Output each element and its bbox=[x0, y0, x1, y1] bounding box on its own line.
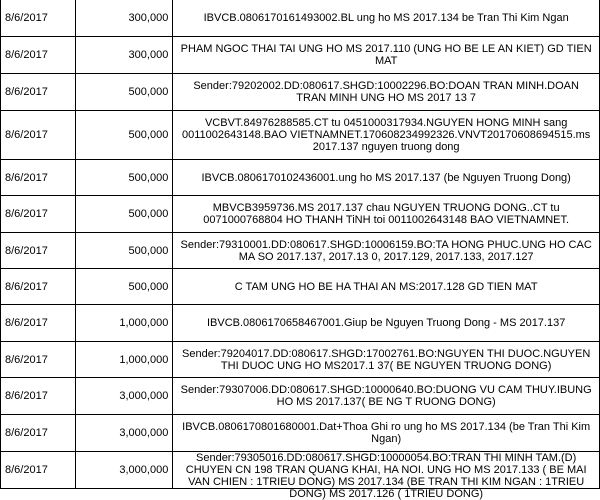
amount-cell: 500,000 bbox=[75, 233, 173, 269]
date-cell: 8/6/2017 bbox=[1, 74, 76, 111]
amount-cell: 3,000,000 bbox=[75, 452, 173, 489]
amount-cell: 500,000 bbox=[75, 160, 173, 196]
table-row bbox=[1, 0, 600, 37]
description-cell bbox=[173, 0, 600, 37]
description-text: Sender:79307006.DD:080617.SHGD:10000640.BO:DUONG VU CAM THUY.IBUNG HO MS 2017.137( BE NG T RUONG DONG) bbox=[180, 384, 592, 408]
date-cell: 8/6/2017 bbox=[1, 196, 76, 233]
table-row bbox=[1, 415, 600, 452]
description-text: Sender:79204017.DD:080617.SHGD:17002761.BO:NGUYEN THI DUOC.NGUYEN THI DUOC UNG HO MS2017.1 37( BE NGUYEN TRUONG DONG) bbox=[182, 347, 591, 372]
date-cell: 8/6/2017 bbox=[1, 233, 76, 269]
table-row bbox=[1, 452, 600, 489]
amount-cell: 300,000 bbox=[75, 37, 173, 74]
date-cell: 8/6/2017 bbox=[1, 111, 76, 160]
description-text: IBVCB.0806170102436001.ung ho MS 2017.137 (be Nguyen Truong Dong) bbox=[201, 171, 571, 184]
description-text: PHAM NGOC THAI TAI UNG HO MS 2017.110 (UNG HO BE LE AN KIET) GD TIEN MAT bbox=[180, 43, 592, 67]
amount-cell: 3,000,000 bbox=[75, 378, 173, 415]
description-text: MBVCB3959736.MS 2017.137 chau NGUYEN TRUONG DONG..CT tu 0071000768804 HO THANH TiNH toi 0011002643148 BAO VIETNAMNET. bbox=[203, 202, 570, 226]
amount-cell: 500,000 bbox=[75, 111, 173, 160]
table-row bbox=[1, 342, 600, 378]
description-cell bbox=[173, 415, 600, 452]
description-cell bbox=[173, 233, 600, 269]
table-row bbox=[1, 160, 600, 196]
amount-cell: 1,000,000 bbox=[75, 305, 173, 342]
amount-cell: 1,000,000 bbox=[75, 342, 173, 378]
date-cell: 8/6/2017 bbox=[1, 378, 76, 415]
description-text: IBVCB.0806170658467001.Giup be Nguyen Truong Dong - MS 2017.137 bbox=[206, 317, 566, 329]
donation-table-body bbox=[1, 0, 600, 500]
table-row bbox=[1, 37, 600, 74]
amount-cell: 300,000 bbox=[75, 0, 173, 37]
description-cell bbox=[173, 452, 600, 500]
description-cell bbox=[173, 160, 600, 196]
table-row bbox=[1, 305, 600, 342]
description-text: Sender:79305016.DD:080617.SHGD:10000054.BO:TRAN THI MINH TAM.(D) CHUYEN CN 198 TRAN QUANG KHAI, HA NOI. UNG HO MS 2017.133 ( BE MAI VAN CHIEN : 1TRIEU DONG) MS 2017.134 (BE TRAN THI KIM NGAN : 1TRIEU DONG) MS 2017.126 ( 1TRIEU DONG) bbox=[185, 452, 587, 500]
amount-cell: 500,000 bbox=[75, 196, 173, 233]
description-cell bbox=[173, 378, 600, 415]
table-row bbox=[1, 111, 600, 160]
date-cell: 8/6/2017 bbox=[1, 452, 76, 489]
description-text: Sender:79310001.DD:080617.SHGD:10006159.BO:TA HONG PHUC.UNG HO CAC MA SO 2017.137, 2017.13 0, 2017.129, 2017.133, 2017.127 bbox=[180, 238, 592, 263]
table-row bbox=[1, 269, 600, 305]
date-cell: 8/6/2017 bbox=[1, 415, 76, 452]
amount-cell: 500,000 bbox=[75, 74, 173, 111]
date-cell: 8/6/2017 bbox=[1, 305, 76, 342]
description-text: IBVCB.0806170801680001.Dat+Thoa Ghi ro ung ho MS 2017.134 (be Tran Thi Kim Ngan) bbox=[182, 421, 591, 445]
description-cell bbox=[173, 269, 600, 305]
description-cell bbox=[173, 74, 600, 111]
amount-cell: 500,000 bbox=[75, 269, 173, 305]
table-row bbox=[1, 233, 600, 269]
description-text: C TAM UNG HO BE HA THAI AN MS:2017.128 GD TIEN MAT bbox=[234, 280, 538, 293]
date-cell: 8/6/2017 bbox=[1, 160, 76, 196]
date-cell: 8/6/2017 bbox=[1, 37, 76, 74]
date-cell: 8/6/2017 bbox=[1, 342, 76, 378]
table-row bbox=[1, 196, 600, 233]
table-row bbox=[1, 378, 600, 415]
date-cell: 8/6/2017 bbox=[1, 269, 76, 305]
description-cell bbox=[173, 37, 600, 74]
description-cell bbox=[173, 111, 600, 160]
amount-cell: 3,000,000 bbox=[75, 415, 173, 452]
description-text: IBVCB.0806170161493002.BL ung ho MS 2017.134 be Tran Thi Kim Ngan bbox=[203, 12, 569, 24]
date-cell: 8/6/2017 bbox=[1, 0, 76, 37]
description-text: Sender:79202002.DD:080617.SHGD:10002296.BO:DOAN TRAN MINH.DOAN TRAN MINH UNG HO MS 2017 13 7 bbox=[193, 80, 579, 104]
table-row bbox=[1, 74, 600, 111]
description-text: VCBVT.84976288585.CT tu 0451000317934.NGUYEN HONG MINH sang 0011002643148.BAO VIETNAMNET.170608234992326.VNVT20170608694515.ms 2017.137 nguyen truong dong bbox=[182, 117, 591, 153]
description-cell bbox=[173, 305, 600, 342]
description-cell bbox=[173, 342, 600, 378]
description-cell bbox=[173, 196, 600, 233]
